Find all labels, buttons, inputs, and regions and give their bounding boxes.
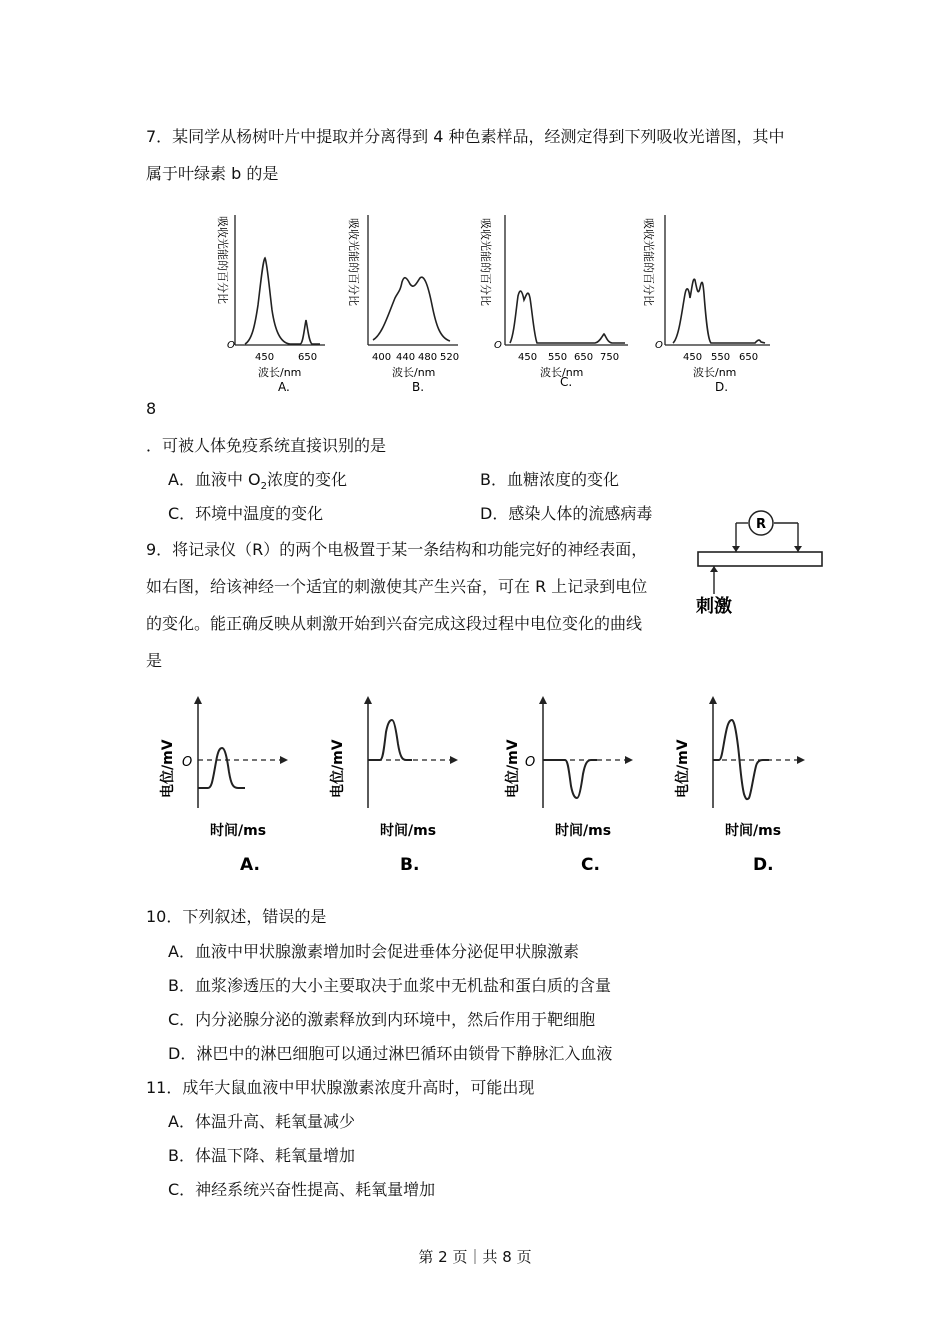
recorder-r-label: R (756, 517, 767, 532)
q8-option-b: B．血糖浓度的变化 (480, 470, 619, 489)
spectrum-tick: 450 (683, 352, 703, 363)
potential-xlabel: 时间/ms (725, 823, 782, 839)
potential-graph-label: B. (400, 855, 420, 875)
q9-stem-line3: 的变化。能正确反映从刺激开始到兴奋完成这段过程中电位变化的曲线 (146, 614, 643, 633)
spectrum-tick: 650 (574, 352, 594, 363)
q9-stem-line1: 9．将记录仪（R）的两个电极置于某一条结构和功能完好的神经表面， (146, 540, 648, 559)
potential-graph-label: A. (240, 855, 260, 875)
spectrum-tick: 450 (518, 352, 538, 363)
q11-option-b: B．体温下降、耗氧量增加 (168, 1146, 355, 1165)
page-footer: 第 2 页｜共 8 页 (418, 1248, 532, 1266)
potential-origin: O (182, 755, 193, 770)
spectrum-tick: 550 (548, 352, 568, 363)
spectrum-chart-label: D. (715, 380, 729, 394)
spectrum-chart-label: A. (278, 380, 290, 394)
q11-stem: 11．成年大鼠血液中甲状腺激素浓度升高时，可能出现 (146, 1078, 535, 1097)
spectrum-tick: 650 (298, 352, 318, 363)
spectrum-tick: 550 (711, 352, 731, 363)
spectrum-chart-c (470, 210, 635, 395)
nerve-recorder-diagram (690, 508, 830, 628)
q11-option-c: C．神经系统兴奋性提高、耗氧量增加 (168, 1180, 436, 1199)
spectrum-xlabel: 波长/nm (392, 366, 436, 379)
potential-xlabel: 时间/ms (380, 823, 437, 839)
q8-option-c: C．环境中温度的变化 (168, 504, 324, 523)
potential-graph-c (495, 690, 655, 880)
spectrum-xlabel: 波长/nm (693, 366, 737, 379)
spectrum-tick: 440 (396, 352, 416, 363)
q10-option-d: D．淋巴中的淋巴细胞可以通过淋巴循环由锁骨下静脉汇入血液 (168, 1044, 613, 1063)
q10-option-a: A．血液中甲状腺激素增加时会促进垂体分泌促甲状腺激素 (168, 942, 579, 961)
spectrum-origin: O (494, 340, 502, 351)
potential-ylabel: 电位/mV (675, 739, 691, 798)
q10-stem: 10．下列叙述，错误的是 (146, 907, 327, 926)
potential-graph-label: C. (581, 855, 600, 875)
potential-ylabel: 电位/mV (160, 739, 176, 798)
q9-stem-line2: 如右图，给该神经一个适宜的刺激使其产生兴奋，可在 R 上记录到电位 (146, 577, 648, 596)
spectrum-tick: 750 (600, 352, 620, 363)
spectrum-xlabel: 波长/nm (540, 366, 584, 379)
potential-ylabel: 电位/mV (505, 739, 521, 798)
potential-origin: O (525, 755, 536, 770)
spectrum-chart-label: B. (412, 380, 425, 394)
spectrum-chart-b (340, 210, 475, 395)
spectrum-tick: 650 (739, 352, 759, 363)
q10-option-c: C．内分泌腺分泌的激素释放到内环境中，然后作用于靶细胞 (168, 1010, 596, 1029)
spectrum-tick: 480 (418, 352, 438, 363)
spectrum-xlabel: 波长/nm (258, 366, 302, 379)
potential-graph-b (320, 690, 480, 880)
potential-xlabel: 时间/ms (210, 823, 267, 839)
q8-number: 8 (146, 399, 157, 418)
q8-option-a-sub: 2 (260, 481, 268, 493)
q9-stem-line4: 是 (146, 651, 163, 670)
q7-stem-line1: 7．某同学从杨树叶片中提取并分离得到 4 种色素样品，经测定得到下列吸收光谱图，其中 (146, 127, 785, 146)
spectrum-ylabel: 吸收光能的百分比 (642, 218, 655, 306)
potential-graph-a (150, 690, 310, 880)
q7-stem-line2: 属于叶绿素 b 的是 (146, 164, 279, 183)
q8-option-a (168, 469, 347, 498)
spectrum-ylabel: 吸收光能的百分比 (479, 218, 492, 306)
q8-option-a-pre: A．血液中 O (168, 470, 261, 489)
q11-option-a: A．体温升高、耗氧量减少 (168, 1112, 355, 1131)
potential-graph-label: D. (753, 855, 774, 875)
q10-option-b: B．血浆渗透压的大小主要取决于血浆中无机盐和蛋白质的含量 (168, 976, 611, 995)
spectrum-tick: 450 (255, 352, 275, 363)
spectrum-chart-d (635, 210, 780, 395)
potential-ylabel: 电位/mV (330, 739, 346, 798)
spectrum-chart-label: C. (560, 375, 573, 389)
q8-stem: ．可被人体免疫系统直接识别的是 (146, 436, 387, 455)
spectrum-origin: O (655, 340, 663, 351)
spectrum-tick: 520 (440, 352, 460, 363)
q8-option-d: D．感染人体的流感病毒 (480, 504, 653, 523)
q8-option-a-post: 浓度的变化 (267, 470, 348, 489)
stimulus-label: 刺激 (696, 596, 732, 617)
spectrum-tick: 400 (372, 352, 392, 363)
potential-xlabel: 时间/ms (555, 823, 612, 839)
spectrum-ylabel: 吸收光能的百分比 (216, 216, 229, 304)
spectrum-origin: O (227, 340, 235, 351)
potential-graph-d (665, 690, 825, 880)
spectrum-ylabel: 吸收光能的百分比 (347, 218, 360, 306)
spectrum-chart-a (200, 210, 335, 395)
